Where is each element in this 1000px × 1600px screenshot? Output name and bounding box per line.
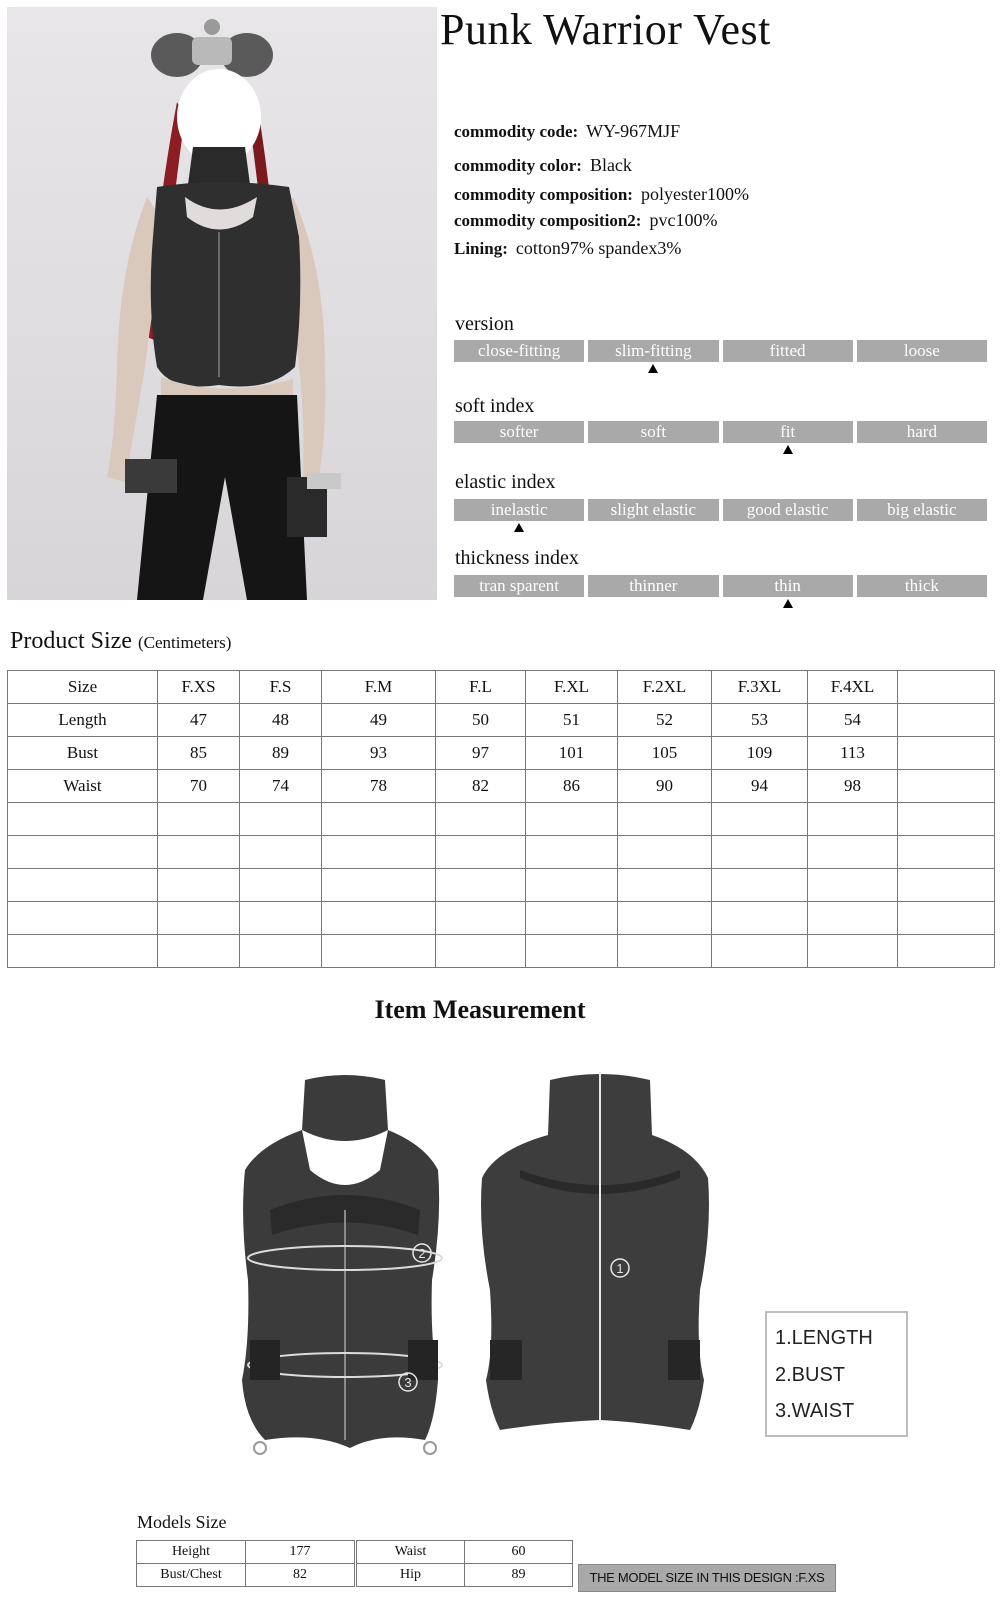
table-cell (618, 902, 712, 935)
table-cell: 90 (618, 770, 712, 803)
soft-index-option: soft (588, 421, 718, 443)
model-photo (7, 7, 437, 600)
marker-length-label: 1 (616, 1261, 624, 1276)
table-cell (240, 902, 322, 935)
table-cell: F.M (322, 671, 436, 704)
spec-commodity-color (454, 155, 632, 176)
table-cell: 85 (158, 737, 240, 770)
table-cell: 48 (240, 704, 322, 737)
table-cell (240, 869, 322, 902)
table-cell (808, 935, 898, 968)
table-row (137, 1564, 355, 1587)
size-table-body (8, 671, 995, 968)
elastic-index-option: big elastic (857, 499, 987, 521)
table-cell (322, 902, 436, 935)
size-table-header-row (8, 671, 995, 704)
models-size-table-right (356, 1540, 573, 1587)
table-cell (158, 803, 240, 836)
legend-waist: 3.WAIST (775, 1400, 855, 1422)
table-row (8, 902, 995, 935)
marker-bust-label: 2 (418, 1246, 426, 1261)
table-cell: F.2XL (618, 671, 712, 704)
model-illustration (7, 7, 437, 600)
table-cell (158, 869, 240, 902)
table-cell (526, 803, 618, 836)
table-cell: F.XL (526, 671, 618, 704)
legend-bust: 2.BUST (775, 1364, 846, 1386)
table-cell (322, 869, 436, 902)
spec-label: commodity composition: (454, 185, 633, 204)
elastic-index-title: elastic index (455, 471, 556, 493)
model-waist-label: Waist (357, 1541, 465, 1564)
table-cell (436, 836, 526, 869)
table-row (8, 869, 995, 902)
table-cell: F.S (240, 671, 322, 704)
model-height-value: 177 (246, 1541, 355, 1564)
table-cell (158, 836, 240, 869)
elastic-index-option: slight elastic (588, 499, 718, 521)
table-cell (436, 935, 526, 968)
table-cell: F.L (436, 671, 526, 704)
table-cell (618, 935, 712, 968)
models-size-table-left (136, 1540, 355, 1587)
table-cell (808, 902, 898, 935)
table-cell (898, 836, 995, 869)
product-size-heading: Product Size (10, 628, 132, 654)
legend-length: 1.LENGTH (775, 1327, 873, 1349)
table-cell (898, 869, 995, 902)
thickness-index-selected-marker (783, 599, 793, 608)
model-bust-label: Bust/Chest (137, 1564, 246, 1587)
spec-commodity-code (454, 121, 680, 142)
table-row (137, 1541, 355, 1564)
table-cell: 47 (158, 704, 240, 737)
version-option: close-fitting (454, 340, 584, 362)
table-cell: 109 (712, 737, 808, 770)
table-cell: F.XS (158, 671, 240, 704)
table-cell (322, 836, 436, 869)
table-cell: 113 (808, 737, 898, 770)
table-cell (526, 935, 618, 968)
table-cell (808, 836, 898, 869)
spec-value: WY-967MJF (586, 121, 681, 141)
table-cell (712, 935, 808, 968)
table-cell: 53 (712, 704, 808, 737)
table-row (8, 737, 995, 770)
spec-value: cotton97% spandex3% (515, 238, 682, 258)
table-row-label: Length (8, 704, 158, 737)
soft-index-bar (454, 421, 987, 443)
thickness-index-option: thick (857, 575, 987, 597)
version-option: loose (857, 340, 987, 362)
spec-commodity-composition2 (454, 210, 717, 231)
table-cell (712, 902, 808, 935)
version-option: fitted (723, 340, 853, 362)
table-cell (158, 902, 240, 935)
spec-value: polyester100% (640, 184, 749, 204)
size-table (7, 670, 995, 968)
model-bust-value: 82 (246, 1564, 355, 1587)
table-cell: 50 (436, 704, 526, 737)
measurement-legend (765, 1311, 908, 1437)
table-cell: 93 (322, 737, 436, 770)
table-cell (322, 803, 436, 836)
table-cell: F.4XL (808, 671, 898, 704)
table-cell (436, 902, 526, 935)
thickness-index-bar (454, 575, 987, 597)
spec-value: Black (589, 155, 632, 175)
table-cell (618, 869, 712, 902)
elastic-index-selected-marker (514, 523, 524, 532)
spec-value: pvc100% (649, 210, 718, 230)
model-size-note: THE MODEL SIZE IN THIS DESIGN :F.XS (578, 1564, 836, 1592)
table-cell (898, 671, 995, 704)
table-row (8, 704, 995, 737)
spec-label: Lining: (454, 239, 508, 258)
thickness-index-option: thinner (588, 575, 718, 597)
model-hip-value: 89 (465, 1564, 573, 1587)
table-cell: 70 (158, 770, 240, 803)
table-cell: 54 (808, 704, 898, 737)
table-cell: 78 (322, 770, 436, 803)
version-bar (454, 340, 987, 362)
table-row-label: Bust (8, 737, 158, 770)
table-cell (808, 803, 898, 836)
table-cell (240, 803, 322, 836)
table-cell: 51 (526, 704, 618, 737)
elastic-index-option: good elastic (723, 499, 853, 521)
table-cell (712, 836, 808, 869)
model-waist-value: 60 (465, 1541, 573, 1564)
table-row-label (8, 803, 158, 836)
table-cell (898, 803, 995, 836)
table-cell: 82 (436, 770, 526, 803)
table-cell (322, 935, 436, 968)
soft-index-option: softer (454, 421, 584, 443)
table-cell: 94 (712, 770, 808, 803)
table-cell (618, 836, 712, 869)
table-cell: 97 (436, 737, 526, 770)
product-size-unit: (Centimeters) (137, 633, 232, 652)
table-cell: 105 (618, 737, 712, 770)
version-selected-marker (648, 364, 658, 373)
thickness-index-option: thin (723, 575, 853, 597)
table-cell (898, 704, 995, 737)
table-row-label: Size (8, 671, 158, 704)
table-cell (526, 902, 618, 935)
table-cell (436, 803, 526, 836)
vest-front (242, 1075, 442, 1454)
models-size-title: Models Size (137, 1512, 227, 1532)
table-cell: 86 (526, 770, 618, 803)
product-title: Punk Warrior Vest (440, 5, 771, 54)
soft-index-option: fit (723, 421, 853, 443)
table-row-label (8, 902, 158, 935)
table-row-label (8, 869, 158, 902)
soft-index-title: soft index (455, 395, 535, 417)
table-cell: 101 (526, 737, 618, 770)
soft-index-option: hard (857, 421, 987, 443)
table-cell (436, 869, 526, 902)
table-cell (158, 935, 240, 968)
table-cell (712, 869, 808, 902)
spec-lining (454, 238, 681, 259)
table-cell (808, 869, 898, 902)
table-row (8, 770, 995, 803)
table-row (8, 935, 995, 968)
product-size-title (10, 628, 231, 655)
table-cell: F.3XL (712, 671, 808, 704)
table-row-label: Waist (8, 770, 158, 803)
table-cell (526, 869, 618, 902)
table-cell: 89 (240, 737, 322, 770)
table-row (357, 1541, 573, 1564)
table-cell (898, 737, 995, 770)
table-row (8, 836, 995, 869)
table-row (357, 1564, 573, 1587)
model-height-label: Height (137, 1541, 246, 1564)
elastic-index-bar (454, 499, 987, 521)
thickness-index-option: tran sparent (454, 575, 584, 597)
spec-label: commodity composition2: (454, 211, 642, 230)
table-row (8, 803, 995, 836)
table-row-label (8, 935, 158, 968)
table-cell: 74 (240, 770, 322, 803)
table-cell (618, 803, 712, 836)
table-cell (898, 935, 995, 968)
spec-commodity-composition (454, 184, 749, 205)
model-hip-label: Hip (357, 1564, 465, 1587)
table-cell (712, 803, 808, 836)
thickness-index-title: thickness index (455, 547, 579, 569)
table-cell: 49 (322, 704, 436, 737)
table-cell (898, 770, 995, 803)
measurement-diagram (220, 1060, 740, 1470)
table-cell (240, 836, 322, 869)
table-cell (526, 836, 618, 869)
spec-label: commodity code: (454, 122, 579, 141)
item-measurement-title: Item Measurement (374, 995, 586, 1024)
table-cell (898, 902, 995, 935)
elastic-index-option: inelastic (454, 499, 584, 521)
version-title: version (455, 313, 514, 335)
table-row-label (8, 836, 158, 869)
version-option: slim-fitting (588, 340, 718, 362)
spec-label: commodity color: (454, 156, 582, 175)
soft-index-selected-marker (783, 445, 793, 454)
table-cell: 98 (808, 770, 898, 803)
marker-waist-label: 3 (404, 1375, 412, 1390)
vest-back (481, 1072, 709, 1430)
table-cell (240, 935, 322, 968)
table-cell: 52 (618, 704, 712, 737)
